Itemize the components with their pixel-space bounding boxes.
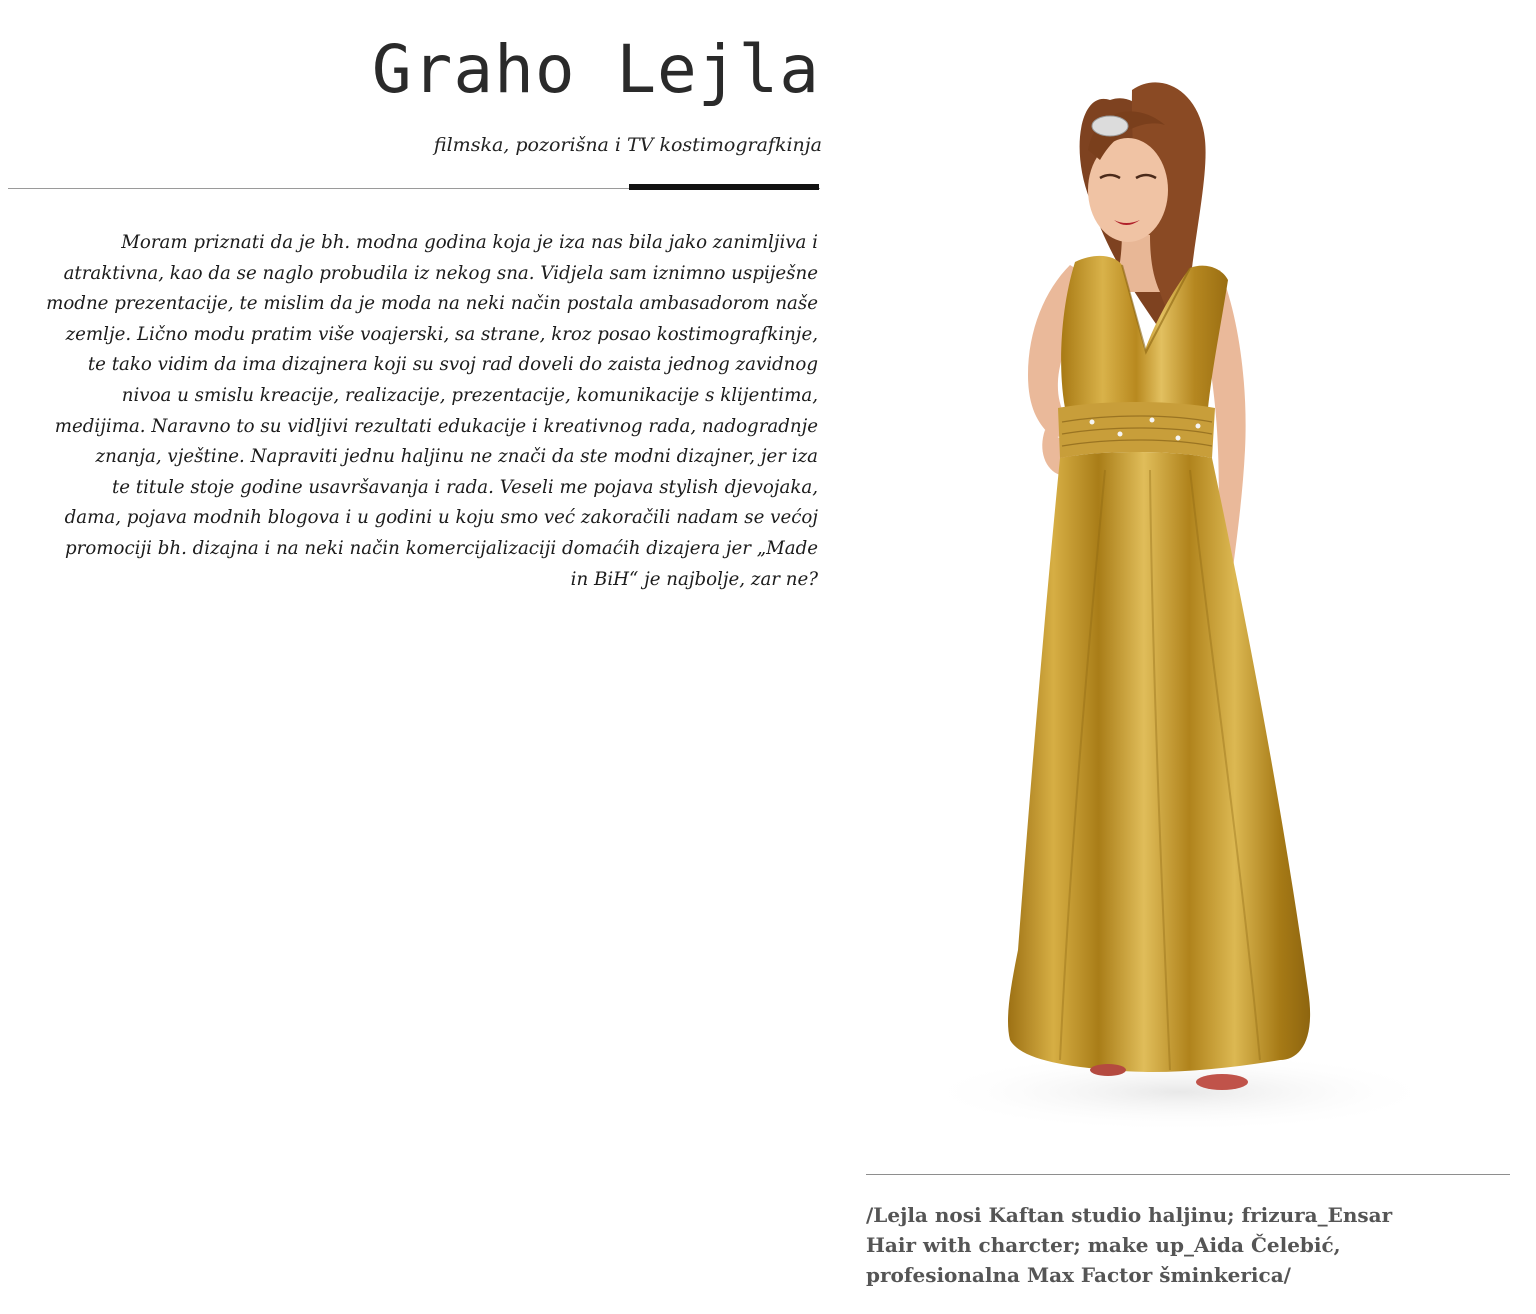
caption-line: /Lejla nosi Kaftan studio haljinu; frizura_Ensar [866, 1203, 1393, 1227]
caption-line: profesionalna Max Factor šminkerica/ [866, 1263, 1291, 1287]
portrait-illustration [860, 30, 1512, 1145]
shoe [1196, 1074, 1248, 1090]
dress-skirt [1008, 452, 1310, 1072]
portrait-photo [860, 30, 1512, 1145]
article-body [10, 228, 818, 595]
article-line: zemlje. Lično modu pratim više voajerski, sa strane, kroz posao kostimografkinje, [65, 323, 818, 345]
article-line: in BiH“ je najbolje, zar ne? [570, 568, 818, 590]
article-line: nivoa u smislu kreacije, realizacije, prezentacije, komunikacije s klijentima, [121, 384, 818, 406]
article-line: atraktivna, kao da se naglo probudila iz nekog sna. Vidjela sam iznimno uspiješne [63, 262, 818, 284]
article-line: Moram priznati da je bh. modna godina koja je iza nas bila jako zanimljiva i [121, 232, 818, 253]
page-title: Graho Lejla [371, 31, 820, 108]
article-line: modne prezentacije, te mislim da je moda na neki način postala ambasadorom naše [46, 293, 818, 315]
article-line: te titule stoje godine usavršavanja i rada. Veseli me pojava stylish djevojaka, [111, 476, 818, 498]
dress-belt [1058, 402, 1215, 458]
article-line: dama, pojava modnih blogova i u godini u koju smo već zakoračili nadam se većoj [64, 507, 818, 529]
article-line: te tako vidim da ima dizajnera koji su svoj rad doveli do zaista jednog zavidnog [87, 354, 818, 376]
photo-caption [866, 1200, 1446, 1290]
header-accent-bar [629, 184, 819, 190]
hair-ornament [1092, 116, 1128, 136]
article-line: znanja, vještine. Napraviti jednu haljinu ne znači da ste modni dizajner, jer iza [95, 446, 818, 468]
article-line: promociji bh. dizajna i na neki način komercijalizaciji domaćih dizajera jer „Made [64, 537, 818, 559]
caption-line: Hair with charcter; make up_Aida Čelebić, [866, 1233, 1341, 1257]
article-line: medijima. Naravno to su vidljivi rezultati edukacije i kreativnog rada, nadogradnje [54, 415, 818, 437]
subtitle: filmska, pozorišna i TV kostimografkinja [433, 134, 822, 156]
caption-divider [866, 1174, 1510, 1175]
